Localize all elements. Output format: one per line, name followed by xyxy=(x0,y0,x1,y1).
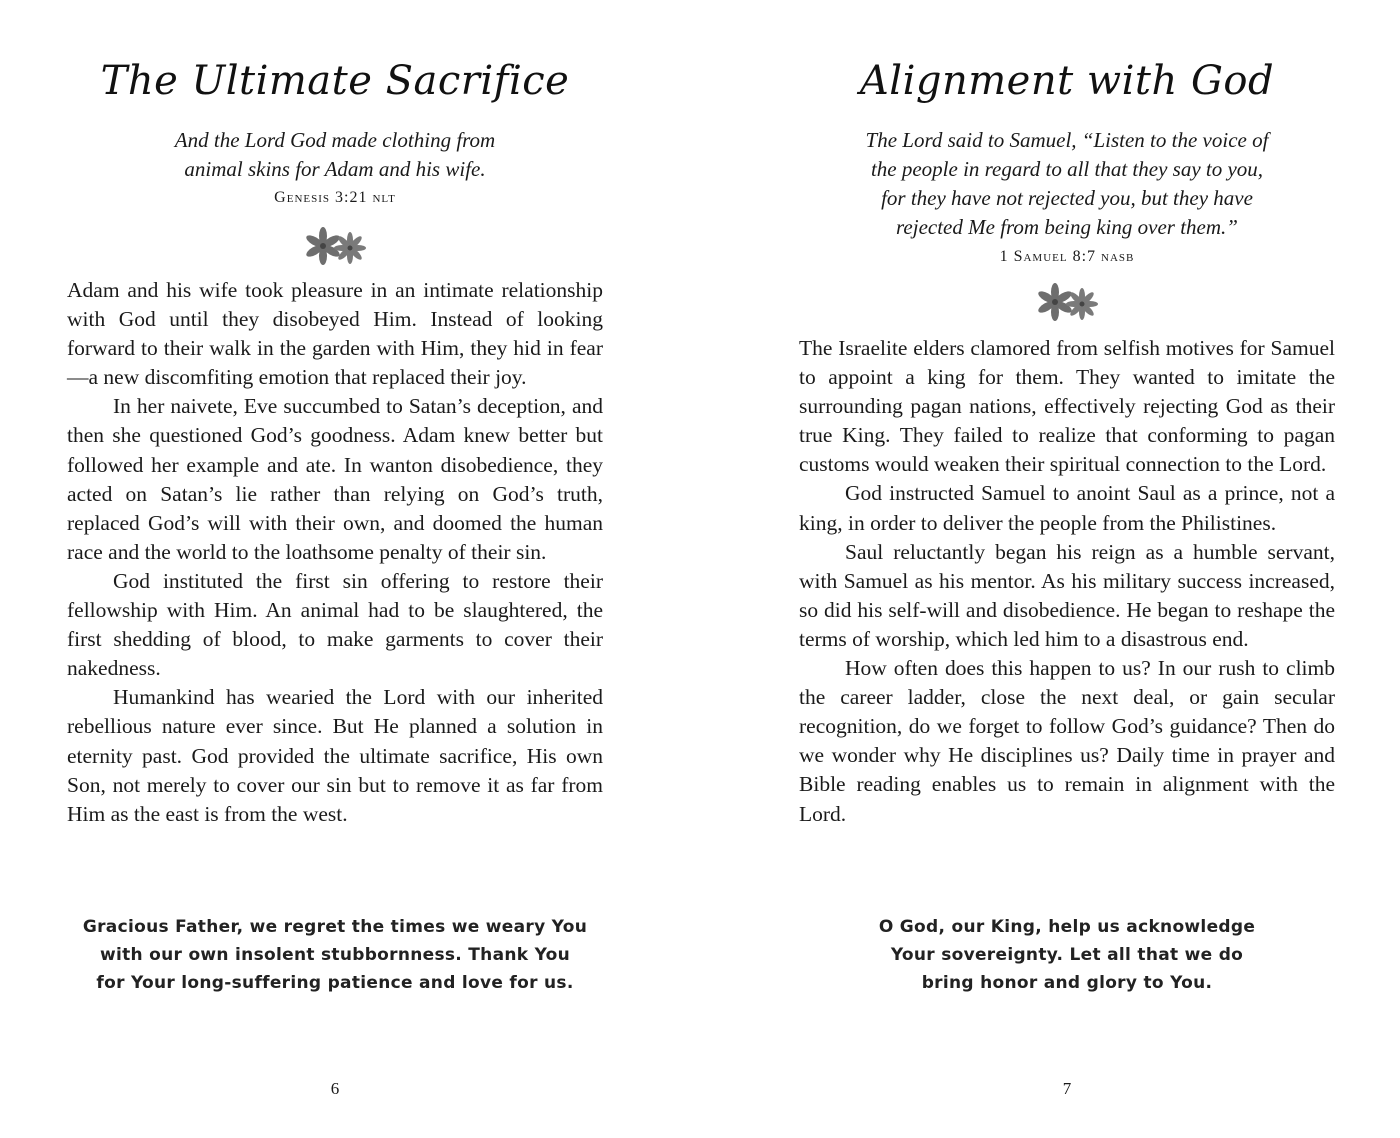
page-number: 7 xyxy=(1062,1079,1072,1098)
paragraph: Adam and his wife took pleasure in an intimate relationship with God until they disobeyed Him. Instead of looking forward to their walk in the garden with Him, they hid in fear—a new discomfiting emotion that replaced their joy. xyxy=(67,278,603,390)
prayer-line: with our own insolent stubbornness. Thank You xyxy=(99,945,571,965)
verse-line: the people in regard to all that they say to you, xyxy=(870,157,1264,181)
devotional-body xyxy=(799,334,1335,829)
verse-line: animal skins for Adam and his wife. xyxy=(184,157,486,181)
closing-prayer xyxy=(799,913,1335,997)
closing-prayer xyxy=(67,913,603,997)
scripture-reference: 1 Samuel 8:7 nasb xyxy=(999,248,1135,265)
verse-line: for they have not rejected you, but they have xyxy=(881,186,1253,210)
paragraph: Saul reluctantly began his reign as a humble servant, with Samuel as his mentor. As his military success increased, so did his self-will and disobedience. He began to reshape the terms of worship, which led him to a disastrous end. xyxy=(799,539,1335,651)
scripture-reference: Genesis 3:21 nlt xyxy=(274,189,396,206)
page-title: Alignment with God xyxy=(859,58,1275,104)
paragraph: How often does this happen to us? In our rush to climb the career ladder, close the next deal, or gain secular recognition, do we forget to follow God’s guidance? Then do we wonder why He disciplines us? Daily time in prayer and Bible reading enables us to remain in alignment with the Lord. xyxy=(799,656,1335,826)
paragraph: In her naivete, Eve succumbed to Satan’s deception, and then she questioned God’s goodness. Adam knew better but followed her example and ate. In wanton disobedience, they acted on Satan’s lie rather than relying on God’s truth, replaced God’s will with their own, and doomed the human race and the world to the loathsome penalty of their sin. xyxy=(67,394,603,564)
paragraph: God instituted the first sin offering to restore their fellowship with Him. An animal had to be slaughtered, the first shedding of blood, to make garments to cover their nakedness. xyxy=(67,568,603,681)
verse-line: rejected Me from being king over them.” xyxy=(896,215,1238,239)
verse-line: And the Lord God made clothing from xyxy=(174,128,496,152)
paragraph: God instructed Samuel to anoint Saul as a prince, not a king, in order to deliver the people from the Philistines. xyxy=(799,481,1335,535)
prayer-line: for Your long-suffering patience and love for us. xyxy=(96,973,574,993)
prayer-line: Your sovereignty. Let all that we do xyxy=(890,945,1244,965)
devotional-body xyxy=(67,276,603,829)
flower-ornament-icon xyxy=(67,226,603,266)
flower-ornament-icon xyxy=(799,282,1335,322)
prayer-line: Gracious Father, we regret the times we weary You xyxy=(82,917,588,937)
page-title: The Ultimate Sacrifice xyxy=(100,58,570,104)
verse-line: The Lord said to Samuel, “Listen to the voice of xyxy=(865,128,1269,152)
right-page xyxy=(799,0,1335,1138)
paragraph: Humankind has wearied the Lord with our inherited rebellious nature ever since. But He planned a solution in eternity past. God provided the ultimate sacrifice, His own Son, not merely to cover our sin but to remove it as far from Him as the east is from the west. xyxy=(67,685,603,826)
left-page xyxy=(67,0,603,1138)
prayer-line: bring honor and glory to You. xyxy=(921,973,1213,993)
page-number: 6 xyxy=(330,1079,340,1098)
scripture-verse xyxy=(67,126,603,184)
paragraph: The Israelite elders clamored from selfish motives for Samuel to appoint a king for them. They wanted to imitate the surrounding pagan nations, effectively rejecting God as their true King. They failed to realize that conforming to pagan customs would weaken their spiritual connection to the Lord. xyxy=(799,336,1335,477)
scripture-verse xyxy=(799,126,1335,242)
prayer-line: O God, our King, help us acknowledge xyxy=(878,917,1256,937)
